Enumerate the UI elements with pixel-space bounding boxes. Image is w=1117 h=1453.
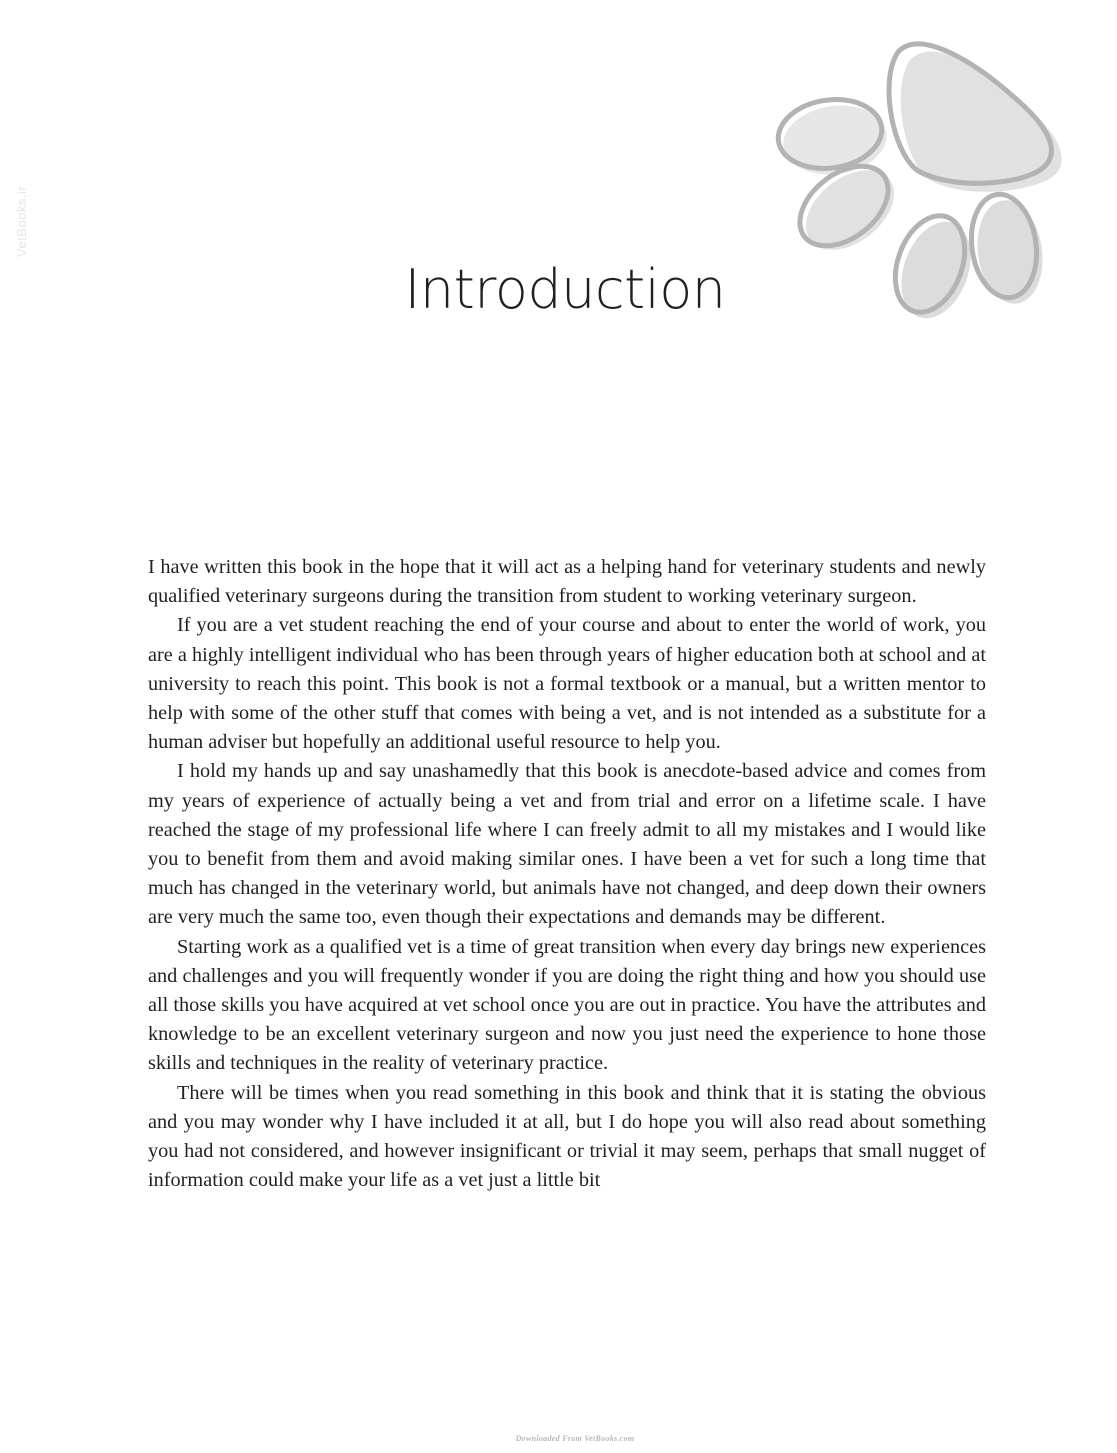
body-text (148, 553, 986, 1195)
paragraph-3: I hold my hands up and say unashamedly that this book is anecdote-based advice and comes from my years of experience of actually being a vet and from trial and error on a lifetime scale. I have reached the stage of my professional life where I can freely admit to all my mistakes and I would like you to benefit from them and avoid making similar ones. I have been a vet for such a long time that much has changed in the veterinary world, but animals have not changed, and deep down their owners are very much the same too, even though their expectations and demands may be different. (148, 760, 986, 929)
paragraph-2: If you are a vet student reaching the end of your course and about to enter the world of work, you are a highly intelligent individual who has been through years of higher education both at school and at university to reach this point. This book is not a formal textbook or a manual, but a written mentor to help with some of the other stuff that comes with being a vet, and is not intended as a substitute for a human adviser but hopefully an additional useful resource to help you. (148, 614, 986, 754)
footer-watermark: Downloaded From VetBooks.com (515, 1434, 635, 1443)
side-watermark: VetBooks.ir (14, 185, 29, 257)
chapter-title: Introduction (404, 258, 726, 321)
paragraph-5: There will be times when you read something in this book and think that it is stating the obvious and you may wonder why I have included it at all, but I do hope you will also read about something you had not considered, and however insignificant or trivial it may seem, perhaps that small nugget of information could make your life as a vet just a little bit (148, 1081, 986, 1192)
paragraph-1: I have written this book in the hope that it will act as a helping hand for veterinary students and newly qualified veterinary surgeons during the transition from student to working veterinary surgeon. (148, 556, 986, 608)
paragraph-4: Starting work as a qualified vet is a time of great transition when every day brings new experiences and challenges and you will frequently wonder if you are doing the right thing and how you should use all those skills you have acquired at vet school once you are out in practice. You have the attributes and knowledge to be an excellent veterinary surgeon and now you just need the experience to hone those skills and techniques in the reality of veterinary practice. (148, 935, 986, 1075)
